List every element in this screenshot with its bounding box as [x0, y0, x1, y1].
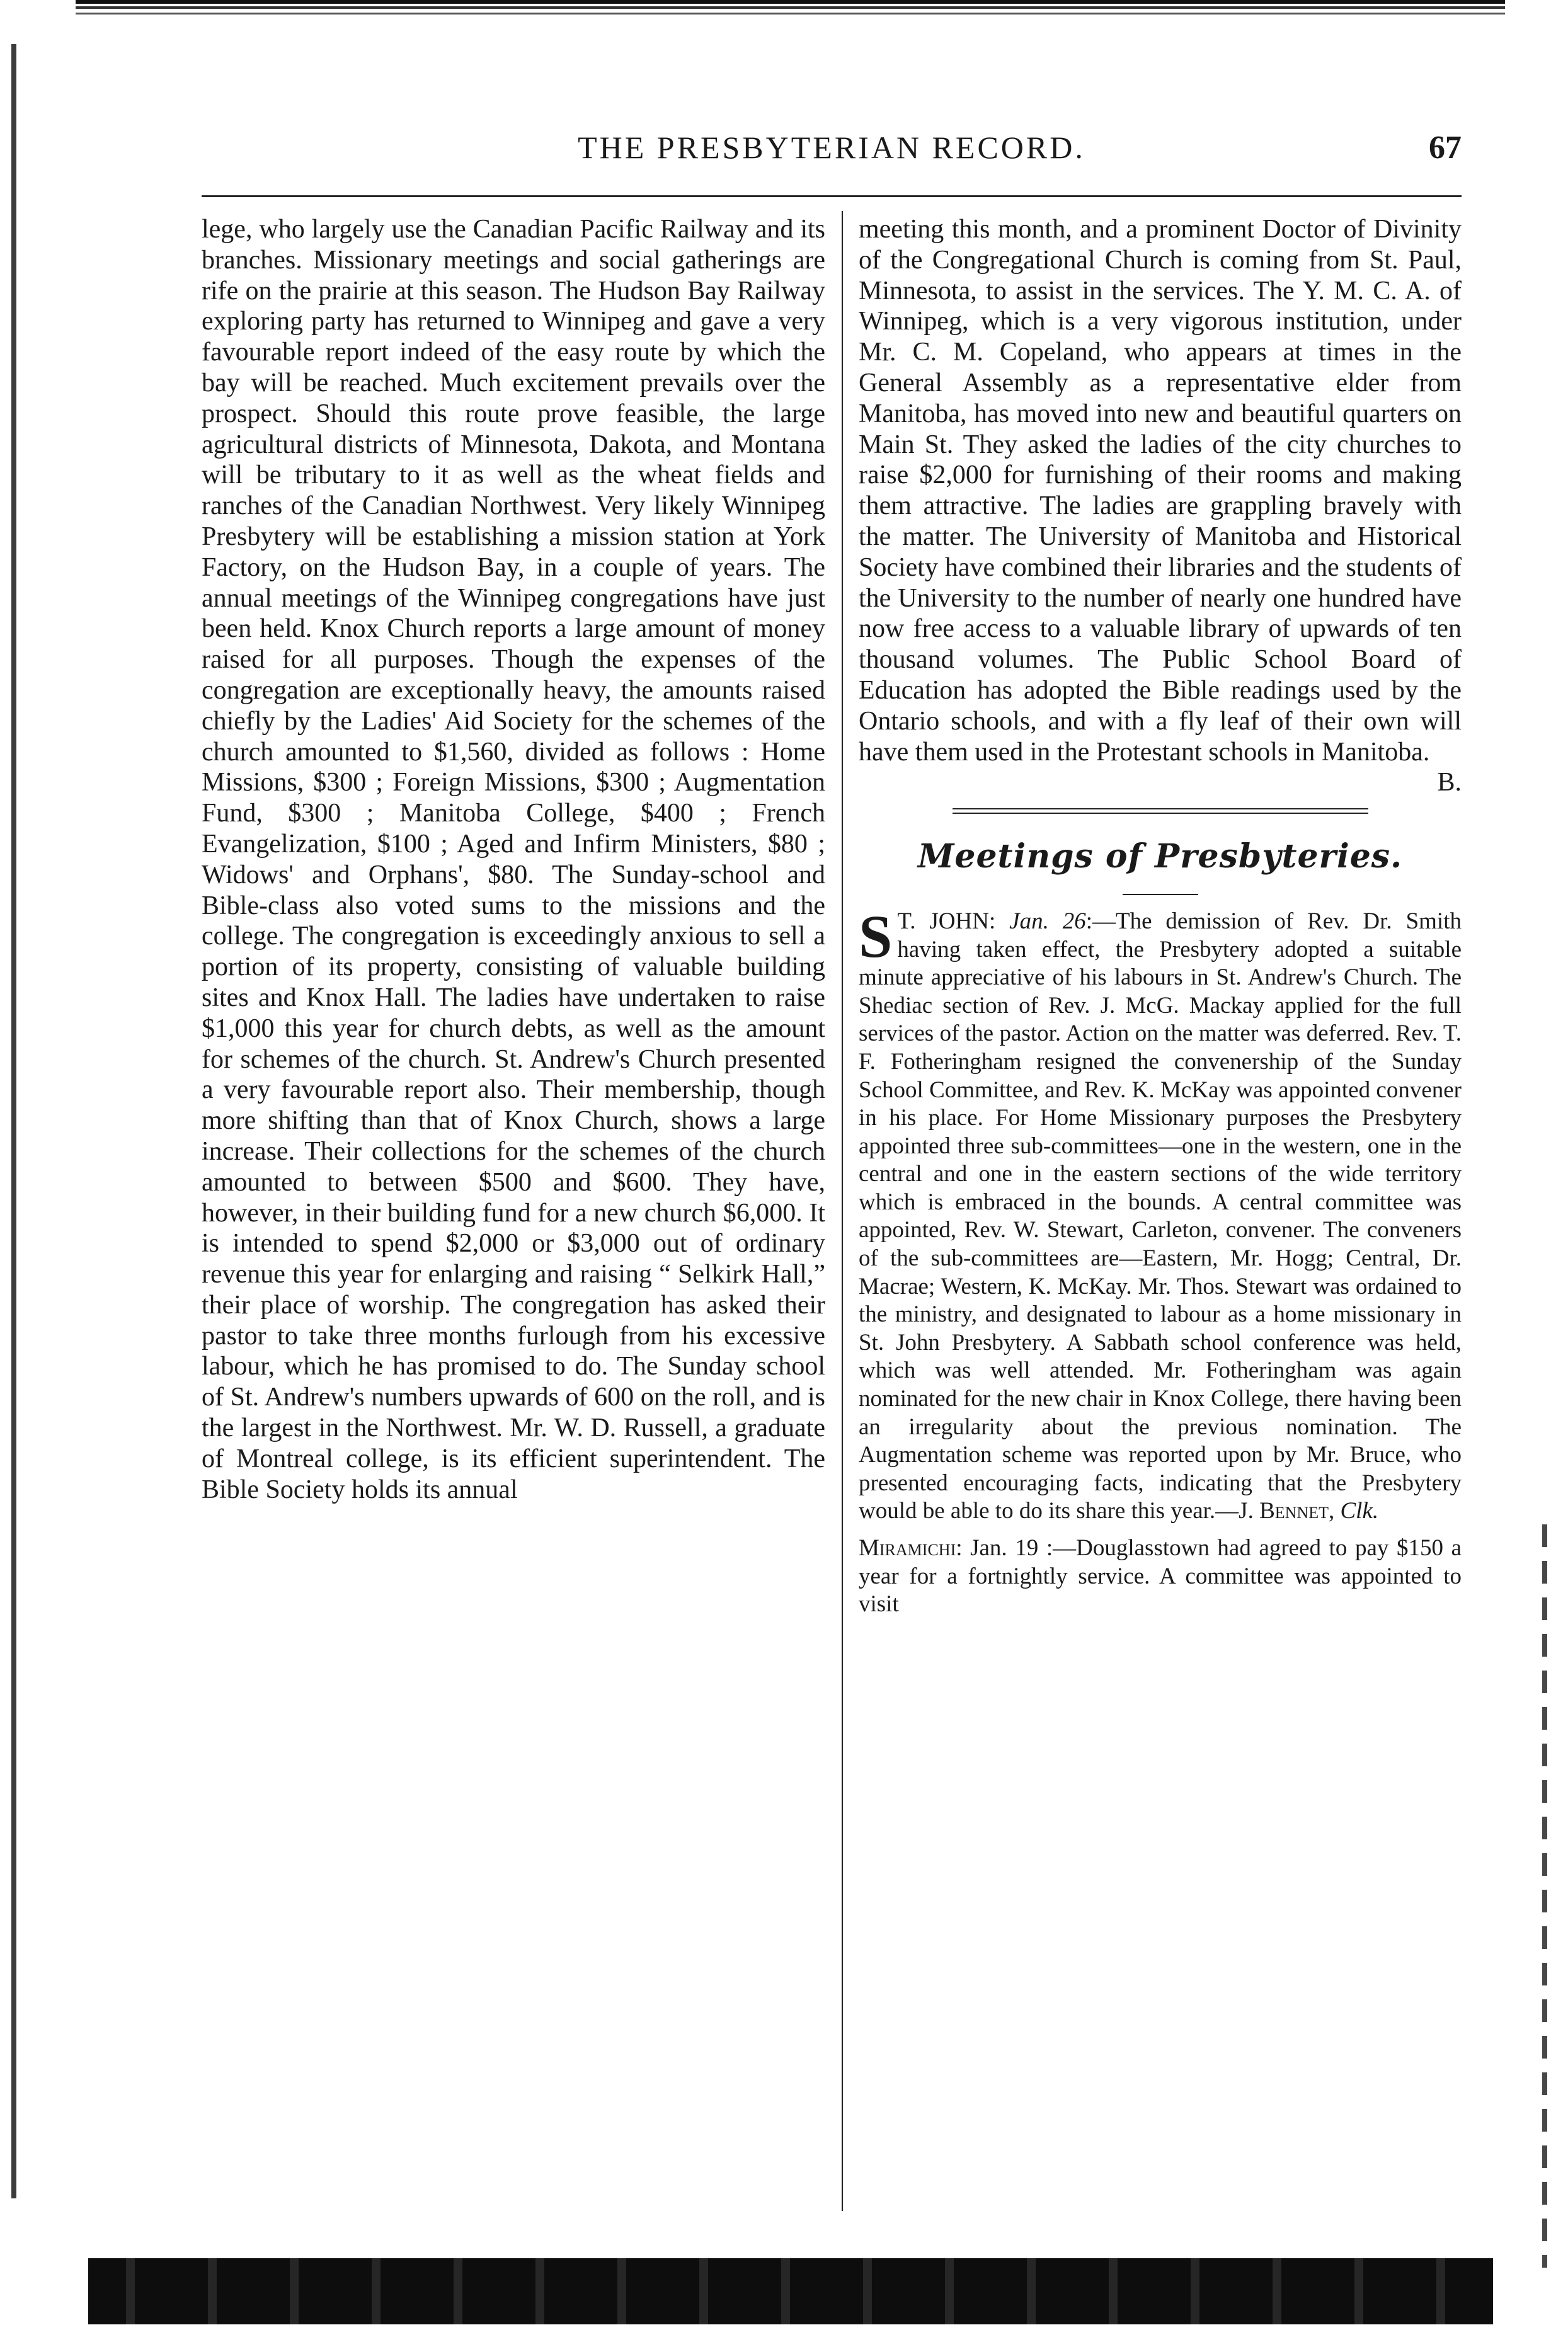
- minute-miramichi: [859, 1534, 1462, 1619]
- scan-edge-bottom: [88, 2258, 1493, 2324]
- header-rule: [202, 195, 1462, 197]
- left-column-text: lege, who largely use the Canadian Pacific Railway and its branches. Missionary meetings and social gatherings are rife on the prairie at this season. The Hudson Bay Railway exploring party has returned to Winnipeg and gave a very favourable report indeed of the easy route by which the bay will be reached. Much excitement prevails over the prospect. Should this route prove feasible, the large agricultural districts of Minnesota, Dakota, and Montana will be tributary to it as well as the wheat fields and ranches of the Canadian Northwest. Very likely Winnipeg Presbytery will be establishing a mission station at York Factory, on the Hudson Bay, in a couple of years. The annual meetings of the Winnipeg congregations have just been held. Knox Church reports a large amount of money raised for all purposes. Though the expenses of the congregation are exceptionally heavy, the amounts raised chiefly by the Ladies' Aid Society for the schemes of the church amounted to $1,560, divided as follows : Home Missions, $300 ; Foreign Missions, $300 ; Augmentation Fund, $300 ; Manitoba College, $400 ; French Evangelization, $100 ; Aged and Infirm Ministers, $80 ; Widows' and Orphans', $80. The Sunday-school and Bible-class also voted sums to the missions and the college. The congregation is exceedingly anxious to sell a portion of its property, consisting of valuable building sites and Knox Hall. The ladies have undertaken to raise $1,000 this year for church debts, as well as the amount for schemes of the church. St. Andrew's Church presented a very favourable report also. Their membership, though more shifting than that of Knox Church, shows a large increase. Their collections for the schemes of the church amounted to between $500 and $600. They have, however, in their building fund for a new church $6,000. It is intended to spend $2,000 or $3,000 out of ordinary revenue this year for enlarging and raising “ Selkirk Hall,” their place of worship. The congregation has asked their pastor to take three months furlough from his excessive labour, which he has promised to do. The Sunday school of St. Andrew's numbers upwards of 600 on the roll, and is the largest in the Northwest. Mr. W. D. Russell, a graduate of Montreal college, is its efficient superintendent. The Bible Society holds its annual: [202, 215, 825, 1504]
- column-separator: [842, 211, 843, 2211]
- presbytery-minutes: [859, 902, 1462, 1619]
- minute-lead: Miramichi: [859, 1535, 956, 1561]
- section-heading: Meetings of Presbyteries.: [917, 837, 1403, 876]
- running-title: THE PRESBYTERIAN RECORD.: [578, 130, 1085, 165]
- clerk-name: Bennet: [1259, 1498, 1329, 1524]
- letter-signoff: B.: [1437, 768, 1462, 797]
- right-column: [859, 214, 1462, 1628]
- scan-edge-top: [76, 0, 1505, 19]
- page-number: 67: [1429, 130, 1462, 166]
- continuation-text: meeting this month, and a prominent Doctor of Divinity of the Congregational Church is coming from St. Paul, Minnesota, to assist in the services. The Y. M. C. A. of Winnipeg, which is a very vigorous institution, under Mr. C. M. Copeland, who appears at times in the General Assembly as a representative elder from Manitoba, has moved into new and beautiful quarters on Main St. They asked the ladies of the city churches to raise $2,000 for furnishing of their rooms and making them attractive. The ladies are grappling bravely with the matter. The University of Manitoba and Historical Society have combined their libraries and the students of the University to the number of nearly one hundred have now free access to a valuable library of upwards of ten thousand volumes. The Public School Board of Education has adopted the Bible readings used by the Ontario schools, and with a fly leaf of their own will have them used in the Protestant schools in Manitoba.: [859, 215, 1462, 767]
- scan-edge-right: [1542, 1524, 1547, 2268]
- minute-body: :—The demission of Rev. Dr. Smith having taken effect, the Presbytery adopted a suitable minute appreciative of his labours in St. Andrew's Church. The Shediac section of Rev. J. McG. Mackay applied for the full services of the pastor. Action on the matter was deferred. Rev. T. F. Fotheringham resigned the convenership of the Sunday School Committee, and Rev. K. McKay was appointed convener in his place. For Home Missionary purposes the Presbytery appointed three sub-committees—one in the western, one in the central and one in the eastern sections of the wide territory which is embraced in the bounds. A central committee was appointed, Rev. W. Stewart, Carleton, convener. The conveners of the sub-committees are—Eastern, Mr. Hogg; Central, Dr. Macrae; Western, K. McKay. Mr. Thos. Stewart was ordained to the ministry, and designated to labour as a home missionary in St. John Presbytery. A Sabbath school conference was held, which was well attended. Mr. Fotheringham was again nominated for the new chair in Knox College, there having been an irregularity about the previous nomination. The Augmentation scheme was reported upon by Mr. Bruce, who presented encouraging facts, indicating that the Presbytery would be able to do its share this year.—J.: [859, 908, 1462, 1524]
- page-header: [202, 129, 1462, 173]
- minute-st-john: [859, 902, 1462, 1526]
- drop-cap: S: [859, 902, 893, 970]
- scan-binding-edge: [11, 44, 16, 2198]
- clerk-separator: ,: [1328, 1498, 1341, 1524]
- double-rule: [953, 808, 1368, 814]
- minute-lead: T. JOHN:: [897, 908, 996, 934]
- minute-date: Jan. 26: [1009, 908, 1086, 934]
- winnipeg-letter-continuation: [859, 214, 1462, 767]
- left-column: [202, 214, 825, 1505]
- clerk-title: Clk.: [1340, 1498, 1379, 1524]
- minute-body: : Jan. 19 :—Douglasstown had agreed to pay $150 a year for a fortnightly service. A committee was appointed to visit: [859, 1535, 1462, 1618]
- short-rule: [1123, 894, 1198, 895]
